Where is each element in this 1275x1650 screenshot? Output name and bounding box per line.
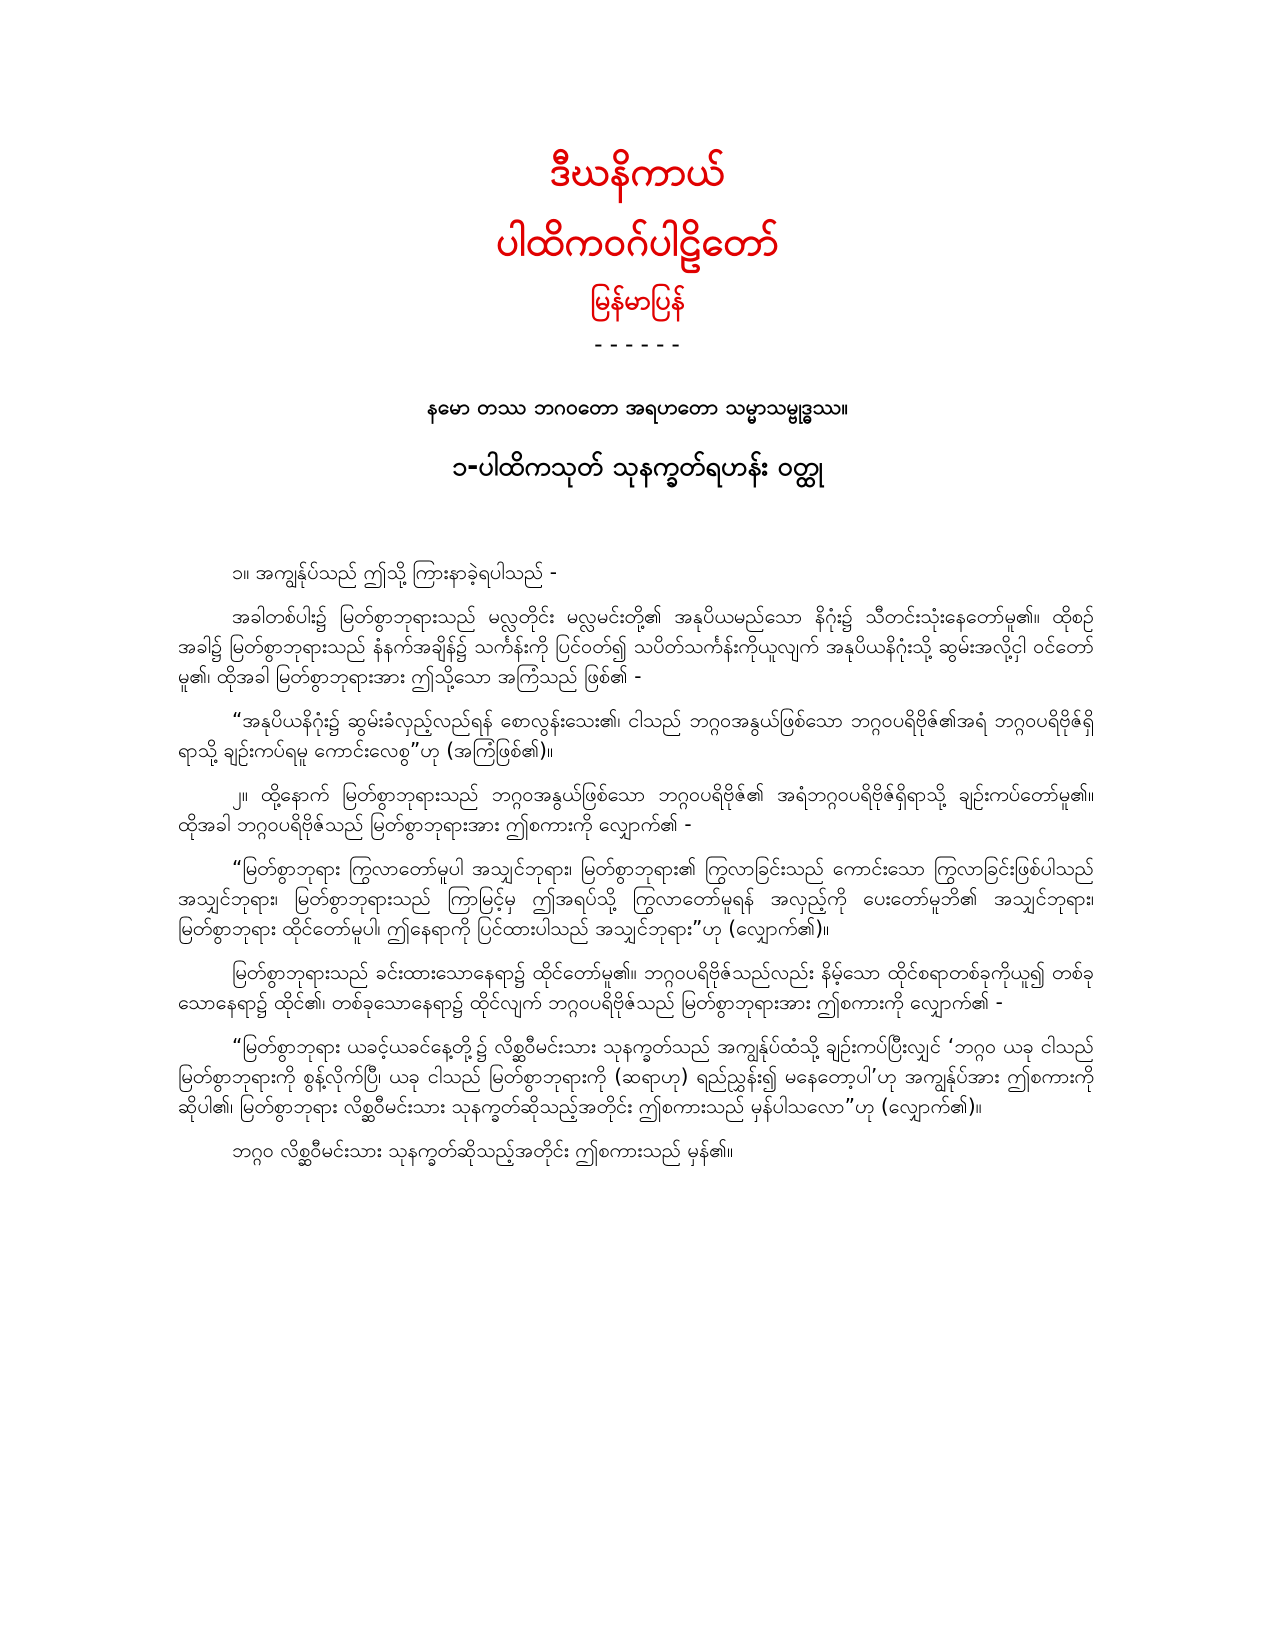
book-title: ပါထိကဝဂ်ပါဠိတော် <box>496 219 779 265</box>
document-body <box>178 557 1094 1179</box>
paragraph-1: ၁။ အကျွန်ုပ်သည် ဤသို့ ကြားနာခဲ့ရပါသည် - <box>232 560 557 584</box>
paragraph-5: “မြတ်စွာဘုရား ကြွလာတော်မူပါ အသျှင်ဘုရား၊ မြတ်စွာဘုရား၏ ကြွလာခြင်းသည် ကောင်းသော ကြွလာခြင်းဖြစ်ပါသည် အသျှင်ဘုရား၊ မြတ်စွာဘုရားသည် ကြာမြင့်မှ ဤအရပ်သို့ ကြွလာတော်မူရန် အလှည့်ကို ပေးတော်မူဘိ၏ အသျှင်ဘုရား၊ မြတ်စွာဘုရား ထိုင်တော်မူပါ၊ ဤနေရာကို ပြင်ထားပါသည် အသျှင်ဘုရား”ဟု (လျှောက်၏)။ <box>178 856 1094 940</box>
collection-title: ဒီဃနိကာယ် <box>550 149 725 195</box>
sutta-heading: ၁-ပါထိကသုတ် သုနက္ခတ်ရဟန်း ဝတ္ထု <box>451 450 824 482</box>
paragraph-6: မြတ်စွာဘုရားသည် ခင်းထားသောနေရာ၌ ထိုင်တော်မူ၏။ ဘဂ္ဂဝပရိဗိုဇ်သည်လည်း နိမ့်သော ထိုင်စရာတစ်ခုကိုယူ၍ တစ်ခုသောနေရာ၌ ထိုင်၏၊ တစ်ခုသောနေရာ၌ ထိုင်လျက် ဘဂ္ဂဝပရိဗိုဇ်သည် မြတ်စွာဘုရားအား ဤစကားကို လျှောက်၏ - <box>178 960 1094 1014</box>
title-divider: ------ <box>591 329 684 358</box>
translation-subtitle: မြန်မာပြန် <box>590 285 685 316</box>
paragraph-7: “မြတ်စွာဘုရား ယခင့်ယခင်နေ့တို့၌ လိစ္ဆဝီမင်းသား သုနက္ခတ်သည် အကျွန်ုပ်ထံသို့ ချဉ်းကပ်ပြီးလျှင် ‘ဘဂ္ဂဝ ယခု ငါသည် မြတ်စွာဘုရားကို စွန့်လိုက်ပြီ၊ ယခု ငါသည် မြတ်စွာဘုရားကို (ဆရာဟု) ရည်ညွှန်း၍ မနေတော့ပါ’ဟု အကျွန်ုပ်အား ဤစကားကို ဆိုပါ၏၊ မြတ်စွာဘုရား လိစ္ဆဝီမင်းသား သုနက္ခတ်ဆိုသည့်အတိုင်း ဤစကားသည် မှန်ပါသလော”ဟု (လျှောက်၏)။ <box>178 1034 1094 1118</box>
paragraph-3: “အနုပိယနိဂုံး၌ ဆွမ်းခံလှည့်လည်ရန် စောလွန်းသေး၏၊ ငါသည် ဘဂ္ဂဝအနွယ်ဖြစ်သော ဘဂ္ဂဝပရိဗိုဇ်၏အရံ ဘဂ္ဂဝပရိဗိုဇ်ရှိရာသို့ ချဉ်းကပ်ရမူ ကောင်းလေစွ”ဟု (အကြံဖြစ်၏)။ <box>178 708 1094 762</box>
paragraph-8: ဘဂ္ဂဝ လိစ္ဆဝီမင်းသား သုနက္ခတ်ဆိုသည့်အတိုင်း ဤစကားသည် မှန်၏။ <box>232 1138 734 1162</box>
paragraph-4: ၂။ ထို့နောက် မြတ်စွာဘုရားသည် ဘဂ္ဂဝအနွယ်ဖြစ်သော ဘဂ္ဂဝပရိဗိုဇ်၏ အရံဘဂ္ဂဝပရိဗိုဇ်ရှိရာသို့ ချဉ်းကပ်တော်မူ၏။ ထိုအခါ ဘဂ္ဂဝပရိဗိုဇ်သည် မြတ်စွာဘုရားအား ဤစကားကို လျှောက်၏ - <box>178 782 1094 836</box>
paragraph-2: အခါတစ်ပါး၌ မြတ်စွာဘုရားသည် မလ္လတိုင်း မလ္လမင်းတို့၏ အနုပိယမည်သော နိဂုံး၌ သီတင်းသုံးနေတော်မူ၏။ ထိုစဉ်အခါ၌ မြတ်စွာဘုရားသည် နံနက်အချိန်၌ သင်္ကန်းကို ပြင်ဝတ်၍ သပိတ်သင်္ကန်းကိုယူလျက် အနုပိယနိဂုံးသို့ ဆွမ်းအလို့ငှါ ဝင်တော်မူ၏၊ ထိုအခါ မြတ်စွာဘုရားအား ဤသို့သော အကြံသည် ဖြစ်၏ - <box>178 604 1094 688</box>
homage-line: နမော တဿ ဘဂဝတော အရဟတော သမ္မာသမ္ဗုဒ္ဓဿ။ <box>427 394 848 419</box>
